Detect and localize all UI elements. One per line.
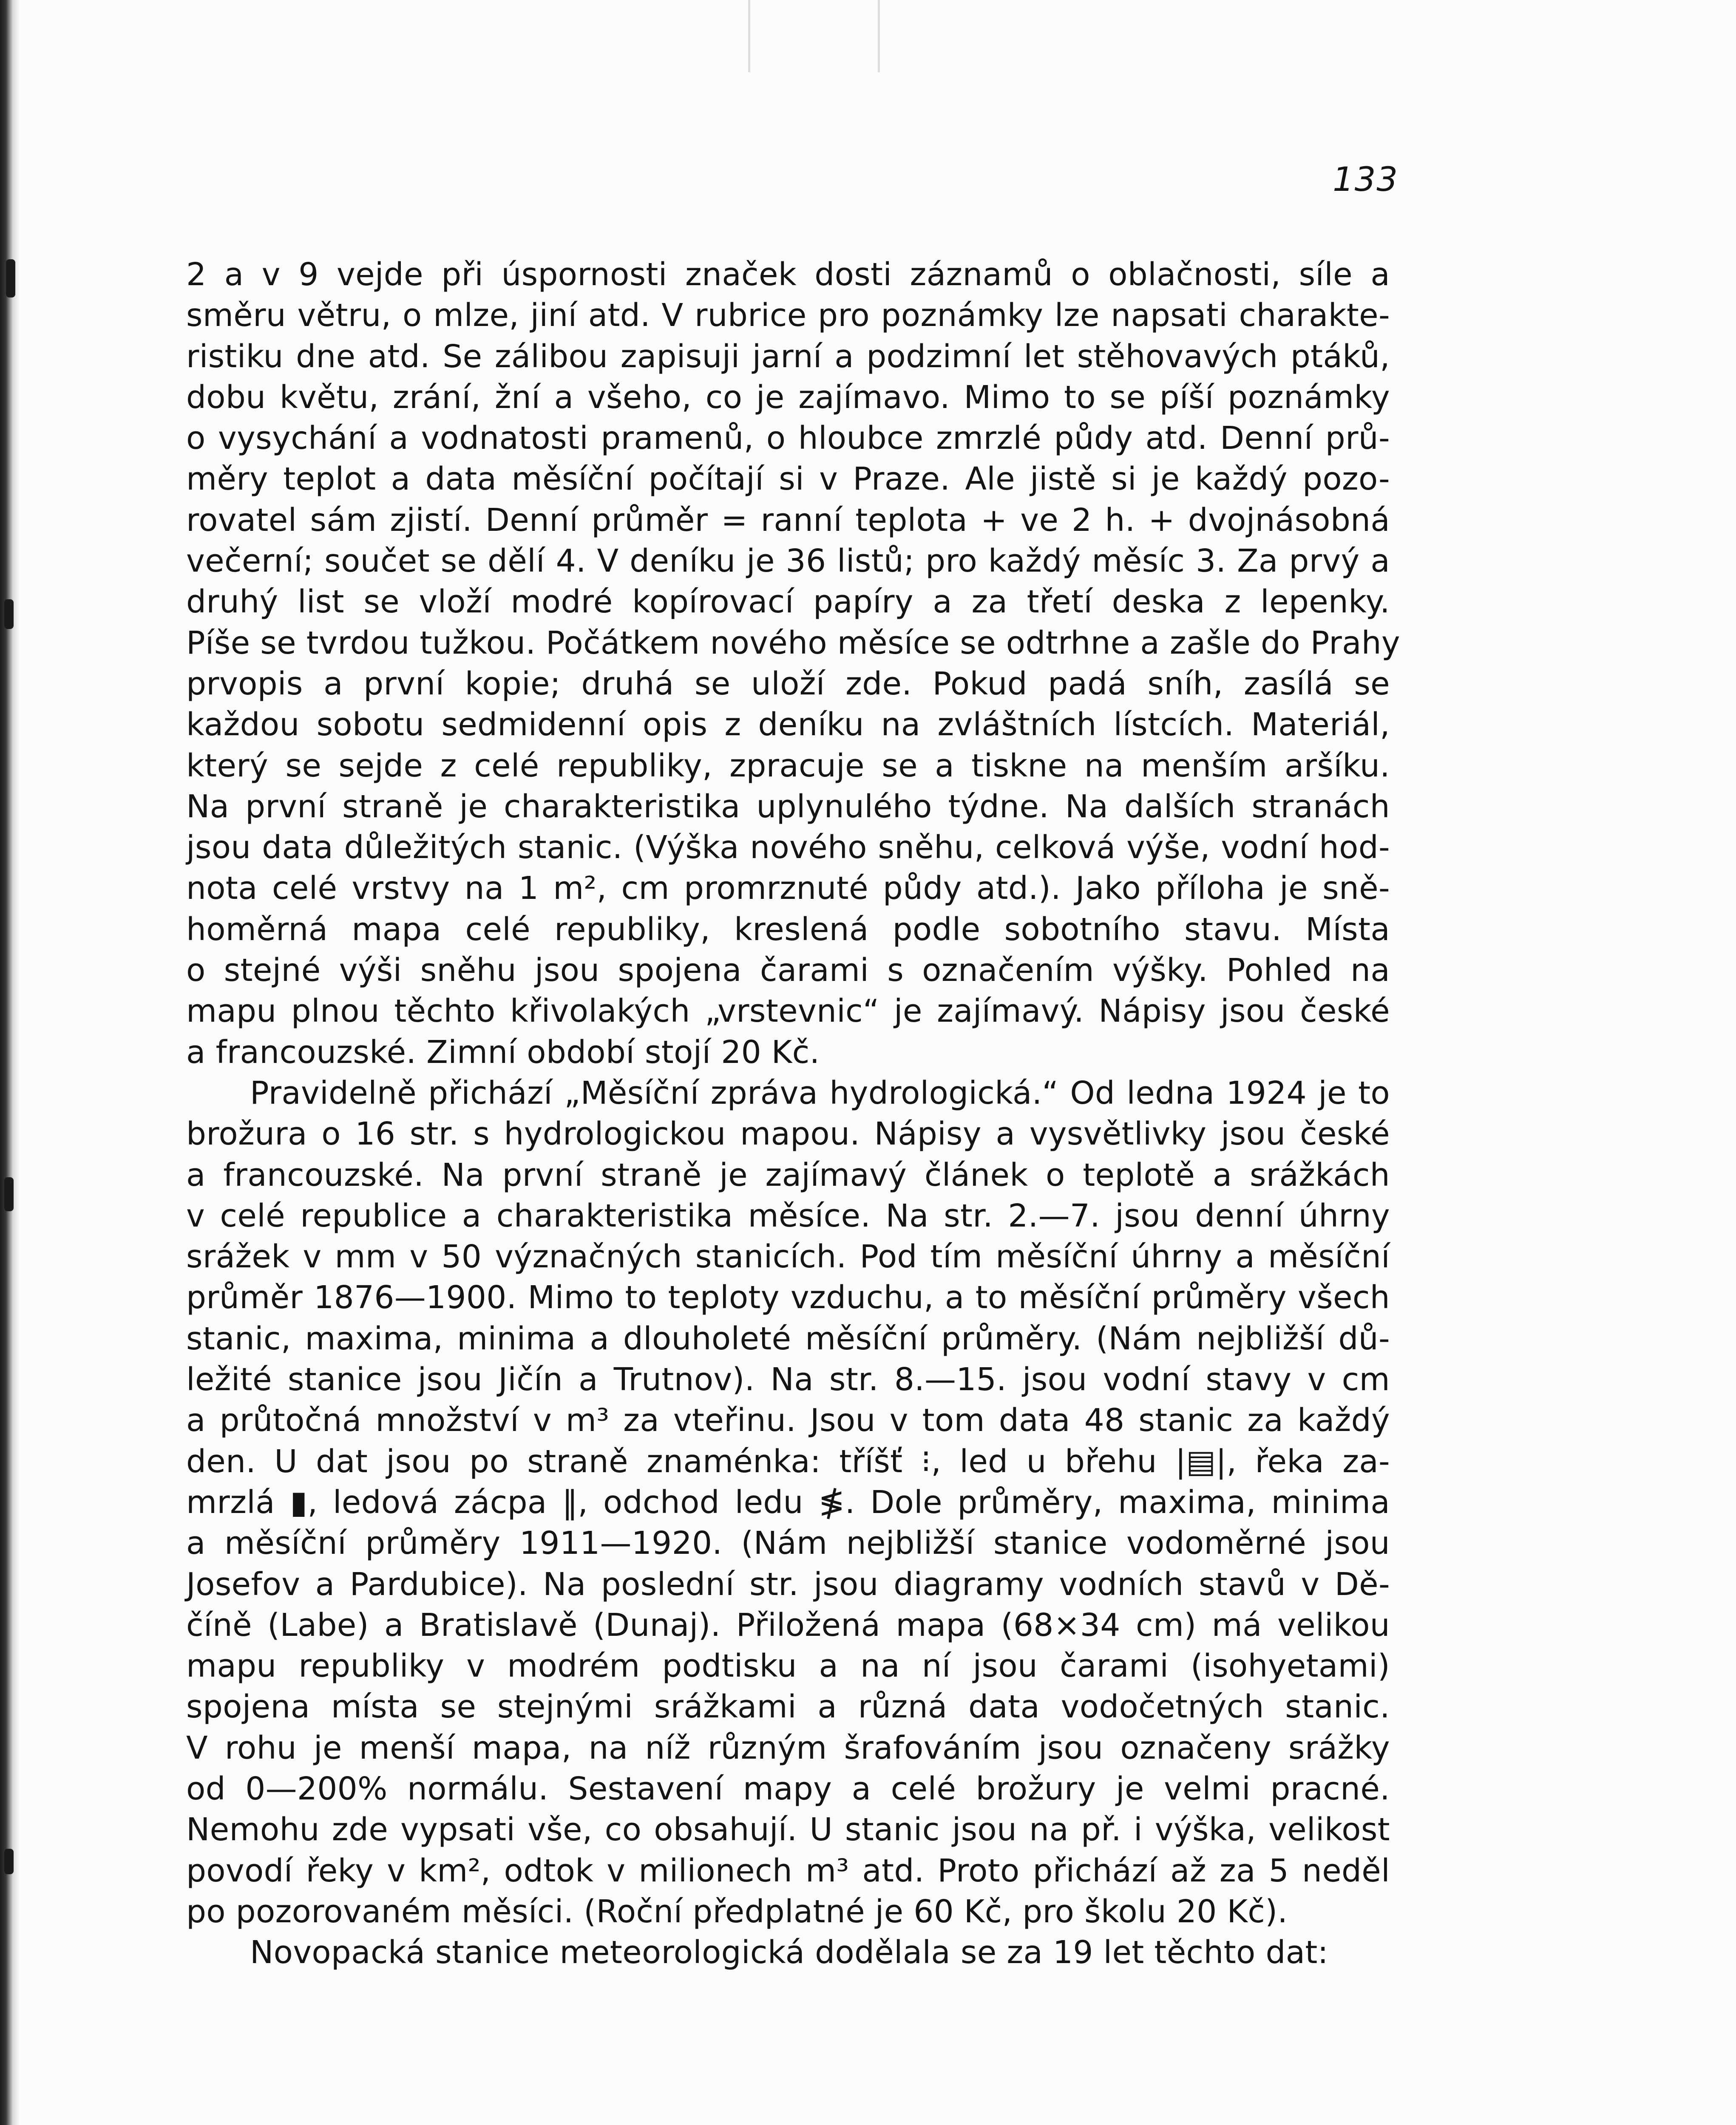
text-line: Na první straně je charakteristika uplynulého týdne. Na dalších stranách	[186, 788, 1390, 825]
text-line: dobu květu, zrání, žní a všeho, co je zajímavo. Mimo to se píší poznámky	[186, 379, 1390, 416]
text-line: prvopis a první kopie; druhá se uloží zde. Pokud padá sníh, zasílá se	[186, 665, 1390, 702]
text-line: mapu republiky v modrém podtisku a na ní jsou čarami (isohyetami)	[186, 1648, 1390, 1685]
text-line: a průtočná množství v m³ za vteřinu. Jsou v tom data 48 stanic za každý	[186, 1402, 1390, 1439]
text-line: od 0—200% normálu. Sestavení mapy a celé brožury je velmi pracné.	[186, 1770, 1390, 1807]
text-line: směru větru, o mlze, jiní atd. V rubrice pro poznámky lze napsati charakte-	[186, 297, 1390, 334]
text-line: Nemohu zde vypsati vše, co obsahují. U stanic jsou na př. i výška, velikost	[186, 1811, 1390, 1848]
text-line: mrzlá ▮, ledová zácpa ‖, odchod ledu ≸. Dole průměry, maxima, minima	[186, 1484, 1390, 1521]
text-line: jsou data důležitých stanic. (Výška nového sněhu, celková výše, vodní hod-	[186, 829, 1390, 866]
text-line: V rohu je menší mapa, na níž různým šrafováním jsou označeny srážky	[186, 1729, 1390, 1766]
text-line: Josefov a Pardubice). Na poslední str. jsou diagramy vodních stavů v Dě-	[186, 1566, 1390, 1603]
text-line: každou sobotu sedmidenní opis z deníku na zvláštních lístcích. Materiál,	[186, 706, 1390, 743]
scan-edge-mark	[6, 259, 15, 298]
text-line-paragraph-end: a francouzské. Zimní období stojí 20 Kč.	[186, 1034, 820, 1071]
text-line: večerní; součet se dělí 4. V deníku je 36 listů; pro každý měsíc 3. Za prvý a	[186, 543, 1390, 580]
text-line: spojena místa se stejnými srážkami a různá data vodočetných stanic.	[186, 1689, 1390, 1726]
text-line: v celé republice a charakteristika měsíce. Na str. 2.—7. jsou denní úhrny	[186, 1197, 1390, 1234]
scan-edge-mark	[4, 1177, 14, 1211]
text-line: stanic, maxima, minima a dlouholeté měsíční průměry. (Nám nejbližší dů-	[186, 1320, 1390, 1357]
scan-edge-mark	[4, 1849, 14, 1874]
scan-top-artifact	[748, 0, 880, 72]
text-line: o stejné výši sněhu jsou spojena čarami s označením výšky. Pohled na	[186, 952, 1390, 989]
text-line: ležité stanice jsou Jičín a Trutnov). Na str. 8.—15. jsou vodní stavy v cm	[186, 1361, 1390, 1398]
body-text	[186, 254, 1401, 1973]
text-line-paragraph-start: Pravidelně přichází „Měsíční zpráva hydrologická.“ Od ledna 1924 je to	[250, 1074, 1390, 1111]
text-line: brožura o 16 str. s hydrologickou mapou. Nápisy a vysvětlivky jsou české	[186, 1116, 1390, 1153]
text-line: srážek v mm v 50 význačných stanicích. Pod tím měsíční úhrny a měsíční	[186, 1238, 1390, 1275]
text-line: a měsíční průměry 1911—1920. (Nám nejbližší stanice vodoměrné jsou	[186, 1525, 1390, 1562]
scan-edge-mark	[4, 599, 14, 629]
text-line: nota celé vrstvy na 1 m², cm promrznuté půdy atd.). Jako příloha je sně-	[186, 870, 1390, 907]
text-line: 2 a v 9 vejde při úspornosti značek dosti záznamů o oblačnosti, síle a	[186, 256, 1390, 293]
text-line: Píše se tvrdou tužkou. Počátkem nového měsíce se odtrhne a zašle do Prahy	[186, 624, 1401, 661]
text-line-paragraph-start: Novopacká stanice meteorologická dodělala se za 19 let těchto dat:	[250, 1934, 1328, 1971]
text-line: mapu plnou těchto křivolakých „vrstevnic“ je zajímavý. Nápisy jsou české	[186, 993, 1390, 1030]
text-line: číně (Labe) a Bratislavě (Dunaj). Přiložená mapa (68×34 cm) má velikou	[186, 1606, 1390, 1643]
text-line: měry teplot a data měsíční počítají si v Praze. Ale jistě si je každý pozo-	[186, 461, 1390, 498]
text-line: který se sejde z celé republiky, zpracuje se a tiskne na menším aršíku.	[186, 747, 1390, 784]
text-line: homěrná mapa celé republiky, kreslená podle sobotního stavu. Místa	[186, 911, 1390, 948]
text-line-paragraph-end: po pozorovaném měsíci. (Roční předplatné je 60 Kč, pro školu 20 Kč).	[186, 1893, 1288, 1930]
text-line: a francouzské. Na první straně je zajímavý článek o teplotě a srážkách	[186, 1156, 1390, 1193]
text-line: ristiku dne atd. Se zálibou zapisuji jarní a podzimní let stěhovavých ptáků,	[186, 338, 1390, 375]
text-line: průměr 1876—1900. Mimo to teploty vzduchu, a to měsíční průměry všech	[186, 1279, 1390, 1316]
text-line: o vysychání a vodnatosti pramenů, o hloubce zmrzlé půdy atd. Denní prů-	[186, 420, 1390, 457]
scan-left-edge	[0, 0, 20, 2125]
text-line: druhý list se vloží modré kopírovací papíry a za třetí deska z lepenky.	[186, 584, 1390, 620]
text-line: rovatel sám zjistí. Denní průměr = ranní teplota + ve 2 h. + dvojnásobná	[186, 502, 1390, 538]
text-line: den. U dat jsou po straně znaménka: tříšť ⁝, led u břehu |▤|, řeka za-	[186, 1443, 1390, 1480]
text-line: povodí řeky v km², odtok v milionech m³ atd. Proto přichází až za 5 neděl	[186, 1852, 1390, 1889]
page-number: 133	[1333, 161, 1398, 199]
